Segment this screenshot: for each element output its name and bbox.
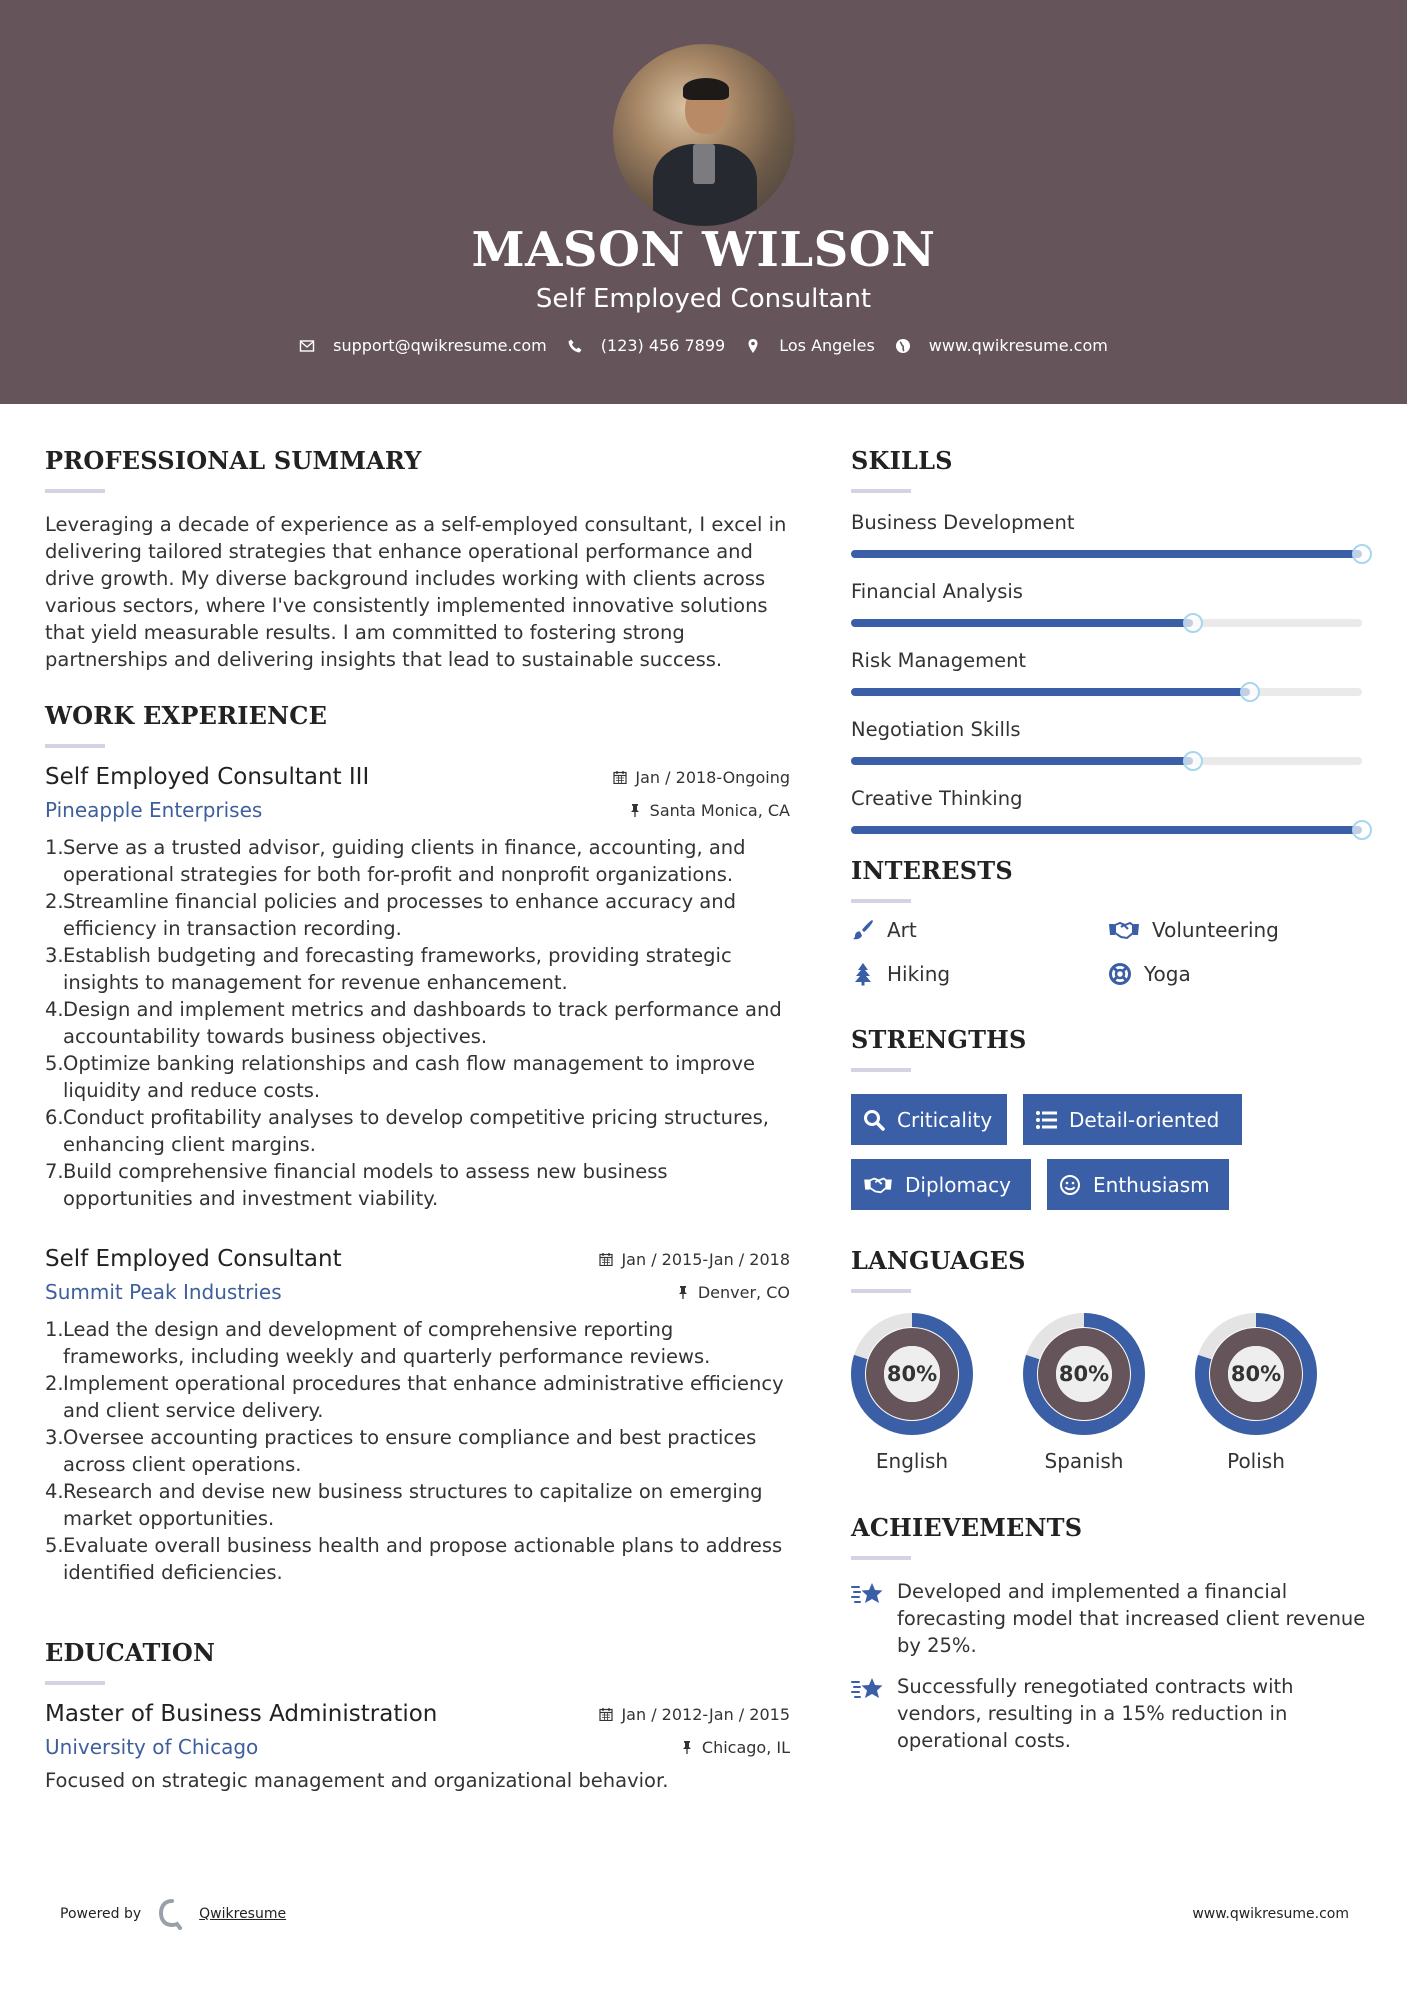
candidate-headline: Self Employed Consultant [535,284,872,314]
section-title: EDUCATION [45,1638,216,1667]
company-name: Pineapple Enterprises [45,798,263,822]
section-title: PROFESSIONAL SUMMARY [45,446,422,475]
section-divider [851,899,911,903]
achievements-section [851,1513,1371,1754]
contact-email[interactable] [299,336,547,355]
summary-section [45,446,790,673]
pushpin-icon [676,1285,690,1299]
skill-knob [1183,613,1203,633]
section-title: STRENGTHS [851,1025,1027,1054]
strengths-list [851,1094,1371,1210]
education-section [45,1638,790,1794]
handshake-icon [863,1174,893,1196]
skill-item: Risk Management [851,649,1371,696]
strengths-section [851,1025,1371,1210]
job-title: Self Employed Consultant III [45,764,370,790]
interest-item: Hiking [851,959,1108,989]
company-name: Summit Peak Industries [45,1280,282,1304]
section-divider [851,1556,911,1560]
contact-email-text: support@qwikresume.com [333,336,547,355]
interest-item: Yoga [1108,959,1365,989]
list-item: 5. Optimize banking relationships and cash flow management to improve liquidity and reduce costs. [45,1052,756,1102]
skill-bar [851,688,1362,696]
language-donut: 80% [1195,1313,1317,1435]
job-title: Self Employed Consultant [45,1246,342,1272]
interest-item: Volunteering [1108,915,1365,945]
skill-knob [1183,751,1203,771]
list-icon [1035,1109,1057,1131]
list-item: 2. Implement operational procedures that enhance administrative efficiency and client service delivery. [45,1372,784,1422]
list-item: 3. Oversee accounting practices to ensure compliance and best practices across client operations. [45,1426,757,1476]
interests-list [851,915,1371,989]
job-bullets [45,1316,790,1586]
experience-section [45,701,790,1586]
resume-header [0,0,1407,404]
handshake-icon [1108,918,1140,942]
section-divider [45,744,105,748]
strength-tag: Diplomacy [851,1159,1031,1210]
skill-knob [1352,820,1372,840]
skill-bar [851,826,1362,834]
degree-title: Master of Business Administration [45,1701,438,1727]
skill-bar [851,757,1362,765]
section-title: SKILLS [851,446,953,475]
language-item: 80% Spanish [1023,1313,1145,1473]
interests-section [851,856,1371,989]
strength-tag: Detail-oriented [1023,1094,1242,1145]
skill-item: Business Development [851,511,1371,558]
search-icon [863,1109,885,1131]
achievement-item: Developed and implemented a financial forecasting model that increased client revenue by 25%. [851,1578,1371,1659]
summary-text: Leveraging a decade of experience as a self-employed consultant, I excel in delivering tailored strategies that enhance operational performance and drive growth. My diverse background includes working with clients across various sectors, where I've consistently implemented innovative solutions that yield measurable results. I am committed to fostering strong partnerships and delivering insights that lead to sustainable success. [45,513,787,671]
languages-section [851,1246,1371,1473]
calendar-icon [599,1252,613,1266]
footer-website[interactable]: www.qwikresume.com [1192,1906,1349,1922]
strength-tag: Enthusiasm [1047,1159,1229,1210]
skill-knob [1240,682,1260,702]
list-item: 2. Streamline financial policies and processes to enhance accuracy and efficiency in transaction recording. [45,890,736,940]
skill-bar [851,619,1362,627]
contact-bar [0,336,1407,355]
section-title: WORK EXPERIENCE [45,701,328,730]
shooting-star-icon [851,1580,885,1608]
interest-item: Art [851,915,1108,945]
section-divider [851,489,911,493]
skill-knob [1352,544,1372,564]
shooting-star-icon [851,1675,885,1703]
job-dates: Jan / 2015-Jan / 2018 [599,1250,790,1269]
pushpin-icon [680,1740,694,1754]
left-column [45,404,790,1794]
strength-tag: Criticality [851,1094,1007,1145]
list-item: 4. Research and devise new business structures to capitalize on emerging market opportunities. [45,1480,763,1530]
footer-powered-by: Powered by Qwikresume [60,1898,286,1930]
section-title: INTERESTS [851,856,1013,885]
contact-phone-text: (123) 456 7899 [600,336,726,355]
language-item: 80% Polish [1195,1313,1317,1473]
skill-item: Financial Analysis [851,580,1371,627]
skill-item: Creative Thinking [851,787,1371,834]
job-location: Santa Monica, CA [628,801,790,820]
pushpin-icon [628,803,642,817]
job-entry [45,764,790,1212]
section-divider [45,489,105,493]
language-item: 80% English [851,1313,973,1473]
skill-bar [851,550,1362,558]
skills-section [851,446,1371,834]
list-item: 4. Design and implement metrics and dashboards to track performance and accountability towards business objectives. [45,998,782,1048]
tree-icon [851,962,875,986]
section-divider [45,1681,105,1685]
language-donut: 80% [851,1313,973,1435]
phone-icon [567,338,583,354]
profile-photo [613,44,795,226]
calendar-icon [599,1707,613,1721]
qwikresume-logo-icon [157,1898,187,1930]
languages-list [851,1313,1371,1473]
job-entry [45,1246,790,1586]
contact-website-text: www.qwikresume.com [928,336,1108,355]
contact-website[interactable] [895,336,1108,355]
paint-brush-icon [851,918,875,942]
school-name: University of Chicago [45,1735,259,1759]
list-item: 7. Build comprehensive financial models to assess new business opportunities and investment viability. [45,1160,668,1210]
skill-item: Negotiation Skills [851,718,1371,765]
right-column [851,404,1371,1768]
globe-icon [895,338,911,354]
education-location: Chicago, IL [680,1738,790,1757]
job-location: Denver, CO [676,1283,790,1302]
achievement-item: Successfully renegotiated contracts with vendors, resulting in a 15% reduction in operational costs. [851,1673,1371,1754]
map-marker-icon [745,338,761,354]
education-description: Focused on strategic management and organizational behavior. [45,1769,669,1792]
list-item: 1. Lead the design and development of comprehensive reporting frameworks, including weekly and quarterly performance reviews. [45,1318,711,1368]
section-title: LANGUAGES [851,1246,1026,1275]
contact-location-text: Los Angeles [779,336,875,355]
envelope-icon [299,338,315,354]
contact-location [745,336,875,355]
job-dates: Jan / 2018-Ongoing [613,768,790,787]
qwikresume-link[interactable]: Qwikresume [199,1906,287,1922]
language-donut: 80% [1023,1313,1145,1435]
candidate-name: MASON WILSON [471,222,936,278]
life-ring-icon [1108,962,1132,986]
list-item: 5. Evaluate overall business health and propose actionable plans to address identified deficiencies. [45,1534,783,1584]
list-item: 1. Serve as a trusted advisor, guiding clients in finance, accounting, and operational strategies for both for-profit and nonprofit organizations. [45,836,746,886]
contact-phone[interactable] [567,336,725,355]
calendar-icon [613,770,627,784]
job-bullets [45,834,790,1212]
list-item: 3. Establish budgeting and forecasting frameworks, providing strategic insights to management for revenue enhancement. [45,944,732,994]
section-title: ACHIEVEMENTS [851,1513,1083,1542]
smile-icon [1059,1174,1081,1196]
section-divider [851,1289,911,1293]
section-divider [851,1068,911,1072]
list-item: 6. Conduct profitability analyses to develop competitive pricing structures, enhancing client margins. [45,1106,769,1156]
skills-list [851,511,1371,834]
education-dates: Jan / 2012-Jan / 2015 [599,1705,790,1724]
